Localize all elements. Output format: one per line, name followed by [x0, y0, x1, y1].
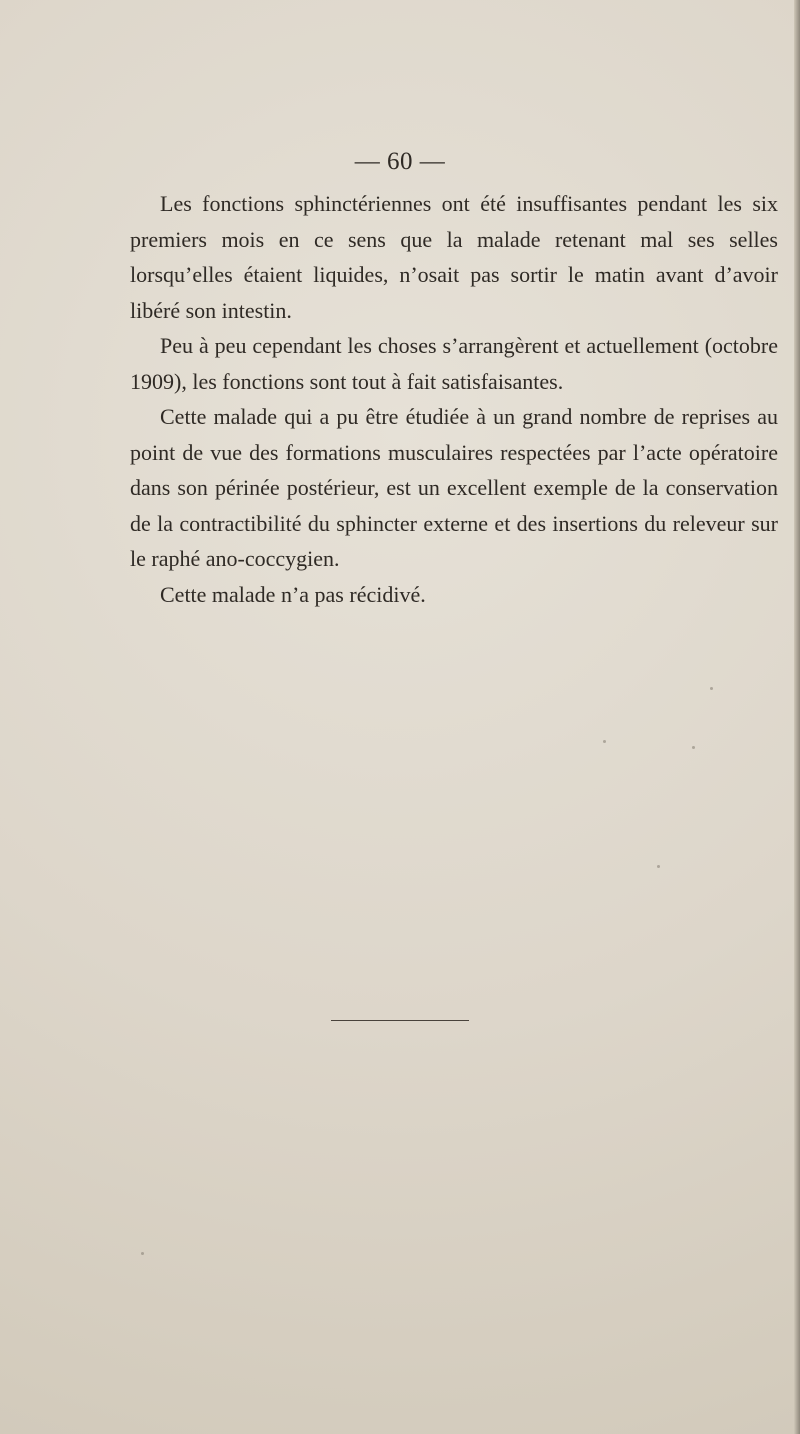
- paper-speck: [657, 865, 660, 868]
- paragraph: Les fonctions sphinctériennes ont été insuffisantes pendant les six premiers mois en ce sens que la malade retenant mal ses selles lorsqu’elles étaient liquides, n’osait pas sortir le matin avant d’avoir libéré son intestin.: [130, 191, 778, 323]
- page-number: — 60 —: [354, 148, 446, 175]
- paper-speck: [141, 1252, 144, 1255]
- paragraph: Cette malade qui a pu être étudiée à un grand nombre de reprises au point de vue des formations musculaires respectées par l’acte opératoire dans son périnée postérieur, est un excellent exemple de la conservation de la contractibilité du sphincter externe et des insertions du releveur sur le raphé ano-coccygien.: [130, 404, 778, 571]
- page-edge-shadow: [794, 0, 800, 1434]
- paper-speck: [692, 746, 695, 749]
- paper-speck: [710, 687, 713, 690]
- body-text: [130, 186, 778, 612]
- paragraph: Peu à peu cependant les choses s’arrangèrent et actuellement (octobre 1909), les fonctions sont tout à fait satisfaisantes.: [130, 333, 778, 394]
- paper-speck: [603, 740, 606, 743]
- paragraph: Cette malade n’a pas récidivé.: [160, 581, 426, 607]
- section-divider: [331, 1020, 469, 1021]
